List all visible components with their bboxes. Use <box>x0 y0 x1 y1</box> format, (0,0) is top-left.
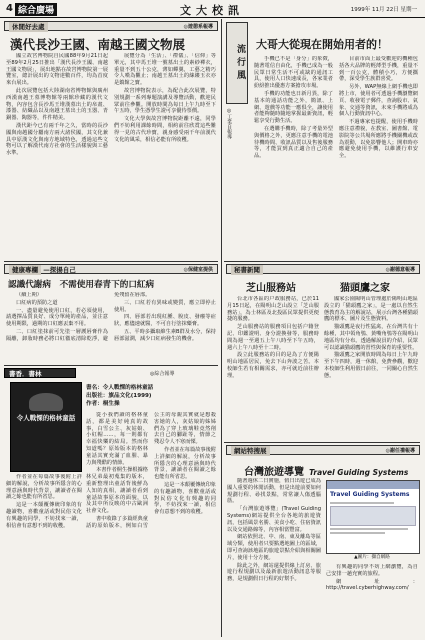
leisure-banner <box>4 21 218 31</box>
secretariat-banner-label: 秘書新聞 <box>231 265 263 275</box>
secretariat-byline: ◎謝德意報導 <box>385 267 415 273</box>
paragraph: 這是一本顛覆傳統印象的有趣讀物，喜歡童話或對民俗文化有興趣的同學，不妨找來一讀，相信會有意想不到的收穫。 <box>154 481 216 516</box>
website-byline: ◎謝任禮報導 <box>385 448 415 454</box>
book-author: 作者：桐生操 <box>86 401 120 407</box>
paragraph: 展覽分為「生活」、「禮儀」、「信仰」等單元，其中馬王堆一號墓出土的素紗襌衣，重量不到五十公克，薄如蟬翼，工藝之精巧令人嘆為觀止；南越王墓出土的絲縷玉衣亦是鎮館之寶。 <box>114 53 216 87</box>
column-divider <box>221 19 222 637</box>
screenshot-line <box>330 528 408 530</box>
paragraph: 漢代距今已有兩千年之久，當時的長沙國與南越國分屬南方兩大諸侯國，其文化兼具中原漢文化與南方地域特色，透過這些文物可以了解漢代南方社會的生活樣貌與工藝水準。 <box>6 122 108 157</box>
owl-house-body <box>324 296 418 438</box>
paragraph: 口紅病的預防之道 <box>16 299 58 306</box>
paragraph: 隨著週休二日實施，假日出遊已成為國人重要的休閒活動，但是出遊前要如何規劃行程、尋找景點，常常讓人傷透腦筋。 <box>227 478 321 505</box>
fashion-headline: 大哥大從現在開始用者的！ <box>256 38 388 51</box>
section-rule <box>4 261 218 262</box>
paragraph: 手機已不是「身分」的象徵，隨著電信自由化，手機已成為一般民眾日常生活不可或缺的通訊工具，使用人口快速成長，各家業者紛紛推出優惠方案搶攻市場。 <box>254 56 333 90</box>
paragraph: 書中收錄了多篇經典童話的原始版本，例如白雪公主的母親其實就是想殺害她的人，灰姑娘的姊姊們為了穿上玻璃鞋竟然削去自己的腳趾等，情節之殘忍令人不寒而慄。 <box>86 412 216 529</box>
paragraph: 設立此服務站的目的是為了方便陽明山地區居民，免去下山奔波之苦。本校師生若有相關需求，亦可就近前往辦理。 <box>227 352 319 379</box>
paragraph: （續上期） <box>16 292 42 298</box>
paragraph: 台北市各區的户政服務站，已於11月15日起，在陽明山芝山設立「芝山服務站」，為士林區及北投區民眾提供更便捷的服務。 <box>227 296 319 323</box>
paragraph: 不過專家也提醒，使用手機時應注意禮貌，在教室、圖書館、電影院等公共場所應將手機關機或改為震動，以免影響他人；開車時亦應避免使用手機，以維護行車安全。 <box>339 119 418 160</box>
website-screenshot <box>326 480 420 554</box>
paragraph: 文化大學與故宮博物院距離不遠，同學們不妨利用課餘時間，相約前往欣賞這些難得一見的古代珍寶，親身感受兩千年前漢代文化的風采，相信必能有所收穫。 <box>114 116 216 143</box>
paragraph: 作者並在每篇故事後附上詳細的解說，分析故事所隱含的心理意涵與時代背景，讓讀者在閱讀之餘也能有所省思。 <box>154 446 216 481</box>
screenshot-line <box>330 502 394 504</box>
paragraph: 「台灣旅遊導覽」(Travel Guiding Systems)網站提供全台各地的旅遊資訊，包括風景名勝、美食小吃、住宿資訊以及交通路線等，內容相當豐富。 <box>227 506 321 533</box>
paragraph: 作者並在每篇故事後附上詳細的解說，分析故事所隱含的心理意涵與時代背景，讓讀者在閱讀之餘也能有所省思。 <box>6 474 82 501</box>
paragraph: 除此之外，網站還提供線上訂房、旅遊行程規劃以及最新旅遊活動訊息等服務，是規劃假日行程的好幫手。 <box>227 562 321 583</box>
website-body-left <box>227 478 321 634</box>
paragraph: 四、唇部若出現紅腫、脫皮、發癢等症狀，應儘速就醫，不可自行塗抹藥膏。 <box>114 314 216 328</box>
paragraph: 本書作者桐生操根據格林兄弟最初蒐集的版本，重新整理出童話背後鮮為人知的真相，讓讀者看到童話故事原本的面貌，以及其中所反映的中古歐洲社會文化。 <box>86 467 148 515</box>
section-rule <box>224 442 420 443</box>
leisure-body <box>6 53 216 258</box>
website-headline-zh: 台灣旅遊導覽 <box>244 467 304 478</box>
books-banner-label: 書香．書林 <box>9 370 42 378</box>
paragraph: 網站依照北、中、南、東及離島等區域分類，使用者只要點選地圖上的區域，即可查詢該地區的旅遊景點介紹與相關圖片，使用十分方便。 <box>227 534 321 561</box>
health-banner <box>4 264 218 274</box>
leisure-headline: 漢代長沙王國、南越王國文物展 <box>10 37 186 52</box>
paper-name: 文大校訊 <box>180 4 244 17</box>
screenshot-line <box>330 532 385 534</box>
books-banner <box>4 368 76 378</box>
book-info <box>86 384 216 408</box>
paragraph: 手機的功能也日新月異，除了基本的通話功能之外，簡訊、上網、遊戲等功能一應俱全，讓使用者能夠隨時隨地掌握最新資訊，輕鬆享受行動生活。 <box>254 90 333 125</box>
website-headline-en: Travel Guiding Systems <box>309 468 409 477</box>
paragraph: 從小我們讀的格林童話，都是美好純真的故事，白雪公主、灰姑娘、小紅帽……，每一則都有幸福快樂的結局。然而你知道嗎？原始版本的格林童話其實充滿了血腥、暴力與殘酷的情節。 <box>86 412 148 466</box>
website-body-right <box>326 564 418 634</box>
leisure-banner-label: 休閒好去處 <box>9 22 48 32</box>
fashion-label: 流行風 <box>226 22 248 104</box>
health-byline: ◎保健室提供 <box>183 267 213 273</box>
paragraph: 一、盡量避免使用口紅，若必須使用，請選擇品質良好、成分單純的產品，並注意使用期限，過期的口紅應丟棄不用。 <box>6 307 108 328</box>
paragraph: 此次展覽包括大陸湖南省博物館與廣州西漢南越王墓博物館等兩館珍藏的漢代文物，內容包含長沙馬王堆漢墓出土的帛畫、漆器、紡織品以及南越王墓出土的玉器、青銅器、陶器等，件件精美。 <box>6 87 108 122</box>
health-banner-sub: —探揚自己 <box>43 266 76 274</box>
book-cover-image <box>10 382 82 472</box>
book-cover-figure <box>29 393 63 411</box>
secretariat-banner <box>226 264 420 274</box>
leisure-byline: ◎遊憩系報導 <box>183 24 213 30</box>
paragraph: 網址：http://travel.cyberhighway.com/ <box>326 578 418 592</box>
page-number: 4 <box>6 3 13 14</box>
website-headline <box>244 460 408 479</box>
paragraph: 猫頭鷹是夜行性猛禽，在台灣共有十餘種，其中領角鴞、黃嘴角鴞等在陽明山地區均有分布。透過解說員的介紹，民眾可以認識猫頭鷹的習性與保育的重要性。 <box>324 324 418 351</box>
paragraph: 五、平時多攝取維生素B群及水分，保持唇部滋潤，減少口紅病發生的機會。 <box>114 328 216 342</box>
section-title: 綜合廣場 <box>15 3 57 16</box>
masthead <box>0 0 425 18</box>
shishan-headline: 芝山服務站 <box>246 283 296 294</box>
health-body <box>6 292 216 362</box>
fashion-byline: ◎工業自報導 <box>226 108 232 139</box>
issue-date: 1999年 11月 22日 星期一 <box>350 7 417 13</box>
paragraph: 這是一本顛覆傳統印象的有趣讀物，喜歡童話或對民俗文化有興趣的同學，不妨找來一讀，相信會有意想不到的收穫。 <box>6 502 82 529</box>
paragraph: 猫頭鷹之家開放時間為每日上午九時至下午四時，週一休館，免費參觀，歡迎本校師生利用假日前往，一同關心自然生態。 <box>324 352 418 379</box>
website-banner-label: 網站特搜展 <box>231 446 270 456</box>
section-rule <box>224 261 420 262</box>
paragraph: 國立故宮博物院自民國88年9月21日起至89年2月25日推出「漢代長沙王國、南越王國文物展」，展出地點在故宮博物院第一展覽室，總計展出的文物達數百件，均為首度來台展出。 <box>6 53 108 87</box>
paragraph: 二、口紅塗抹前可先塗一層護唇膏作為隔離，卸妝時務必將口紅徹底清除乾淨，避免殘留在唇部。 <box>6 292 151 342</box>
paragraph: 故宮博物院表示，為配合此次展覽，特別規劃一系列專題演講及導覽活動，歡迎民眾前往參觀。開放時間為每日上午九時至下午五時，學生憑學生證可享優待票價。 <box>114 87 216 115</box>
books-body-right <box>86 412 216 634</box>
paragraph: 在選購手機時，除了考量外型與價格之外，更應注意手機的電池待機時間、收訊品質以及售後服務等，才能買到真正適合自己的產品。 <box>254 125 333 160</box>
book-cover-title: 令人戰慄的格林童話 <box>16 414 76 422</box>
screenshot-map <box>330 506 416 526</box>
paragraph: 三、口紅若有異味或變質，應立即停止使用。 <box>114 299 216 313</box>
books-body-left <box>6 474 82 634</box>
health-banner-label: 健康專欄 <box>9 265 41 275</box>
screenshot-site-title: Travel Guiding Systems <box>330 491 410 498</box>
owl-house-headline: 猫頭鷹之家 <box>340 283 390 294</box>
paragraph: 有興趣的同學不妨上網瀏覽，為自己安排一趟充實的旅程。 <box>326 564 418 577</box>
website-banner <box>226 445 420 455</box>
screenshot-caption: ▲圖片：擷自網路 <box>354 555 390 560</box>
book-title: 書名：令人戰慄的格林童話 <box>86 385 154 391</box>
books-byline: ◎綜合報導 <box>150 371 175 377</box>
shishan-body <box>227 296 319 438</box>
paragraph: 國家公園陽明山管理處於陽明山地區設立的「猫頭鷹之家」，是一處以自然生態教育為主的解說站，展示台灣各種猫頭鷹的標本、圖片及生態資料。 <box>324 296 418 323</box>
book-publisher: 出版社：旗品文化(1999) <box>86 393 152 399</box>
paragraph: 芝山服務站的服務項目包括户籍登記、印鑑證明、身分證換發等，服務時間為週一至週五上午八時至下午五時，週六上午八時至十二時。 <box>227 324 319 351</box>
health-headline: 認識代謝病 不需使用春青下的口紅病 <box>8 280 155 290</box>
section-rule <box>4 365 218 366</box>
paragraph: 目前市面上最受歡迎的機種包括各大品牌的輕薄型手機，重量不到一百公克，體積小巧，方便攜帶，深受學生族群喜愛。 <box>339 56 418 83</box>
paragraph: 另外，WAP無線上網手機也即將上市，使用者可透過手機瀏覽網頁、收發電子郵件，查詢股市、氣象、交通等資訊，未來手機將成為個人行動資訊中心。 <box>339 84 418 118</box>
screenshot-titlebar <box>327 481 419 489</box>
fashion-body <box>254 56 418 258</box>
